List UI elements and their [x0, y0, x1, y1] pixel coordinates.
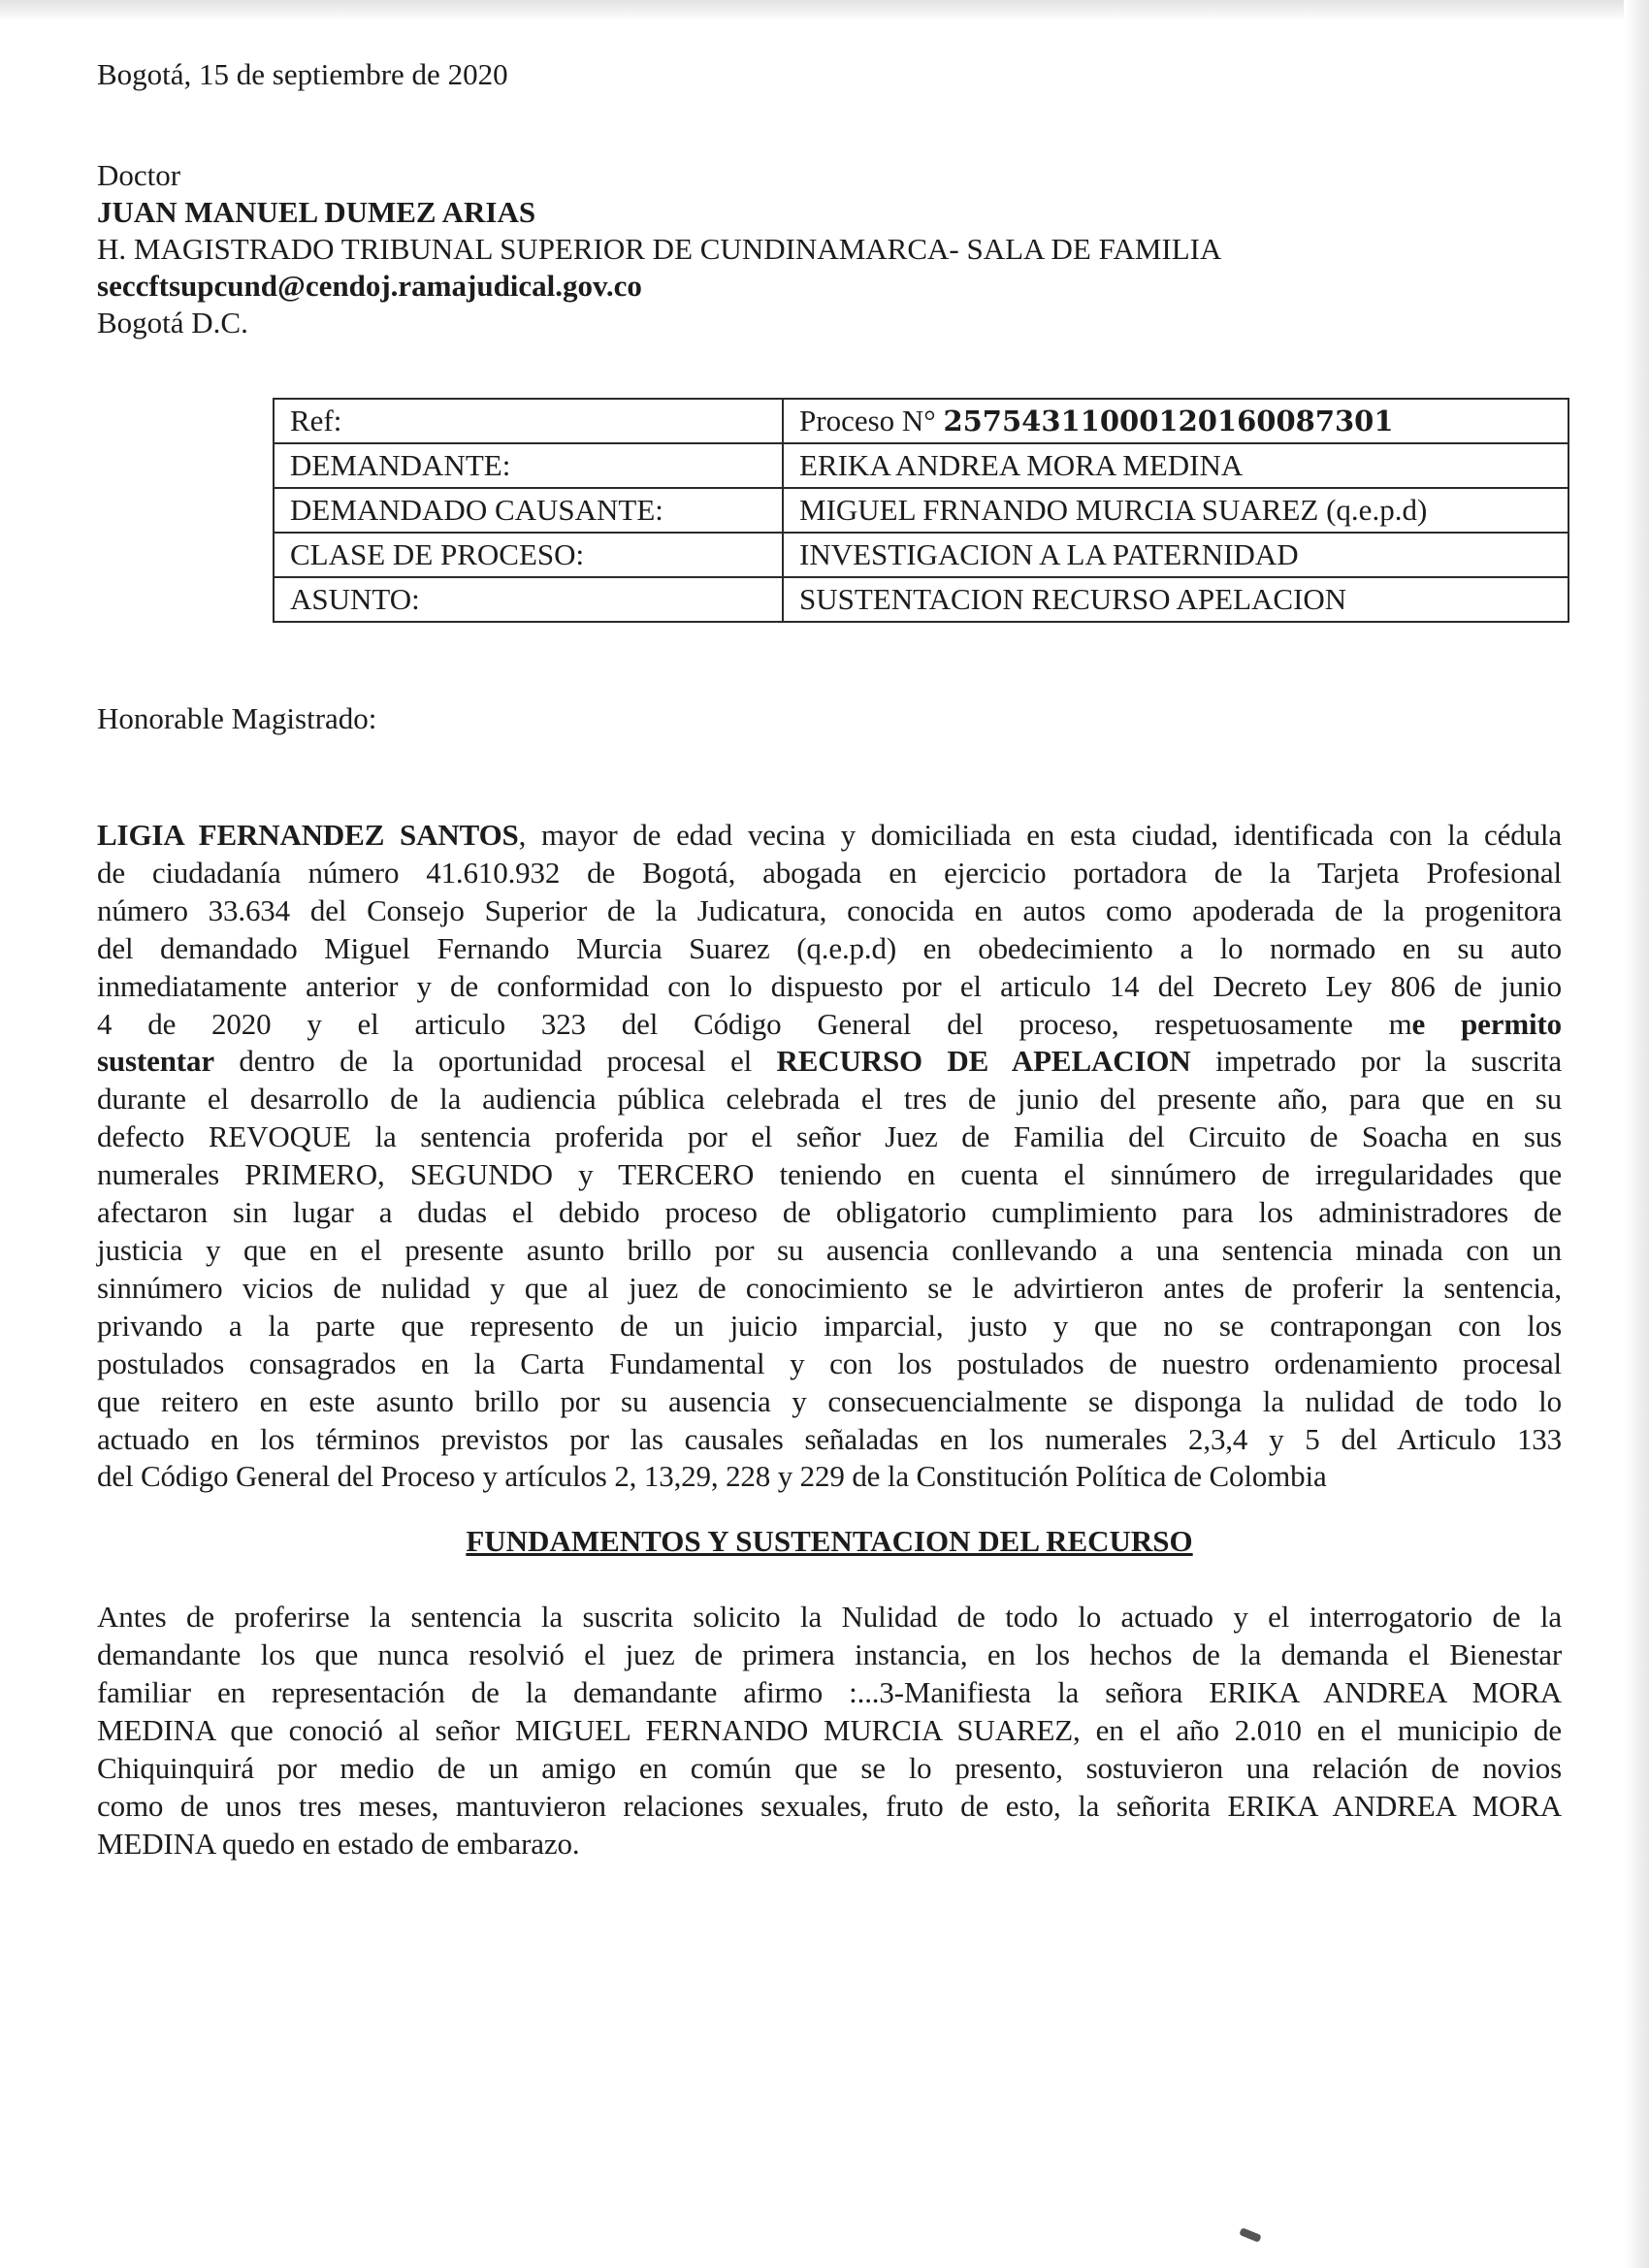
paragraph-line: inmediatamente anterior y de conformidad con lo dispuesto por el articulo 14 del Decreto Ley 806 de junio [97, 968, 1562, 1003]
paragraph-line: afectaron sin lugar a dudas el debido proceso de obligatorio cumplimiento para los administradores de [97, 1195, 1562, 1230]
text-span: impetrado por la suscrita [1190, 1044, 1562, 1079]
reference-label: CLASE DE PROCESO: [274, 533, 783, 577]
reference-row [274, 488, 1568, 533]
reference-value: ERIKA ANDREA MORA MEDINA [783, 443, 1568, 488]
recipient-position: H. MAGISTRADO TRIBUNAL SUPERIOR DE CUNDINAMARCA- SALA DE FAMILIA [97, 232, 1222, 266]
text-span: , mayor de edad vecina y domiciliada en esta ciudad, identificada con la cédula [518, 818, 1562, 852]
body-paragraph-2 [97, 1599, 1562, 1863]
paragraph-line: Antes de proferirse la sentencia la suscrita solicito la Nulidad de todo lo actuado y el interrogatorio de la [97, 1600, 1562, 1635]
recipient-email: seccftsupcund@cendoj.ramajudical.gov.co [97, 269, 642, 303]
reference-value: INVESTIGACION A LA PATERNIDAD [783, 533, 1568, 577]
recipient-block [97, 157, 1562, 341]
recipient-title: Doctor [97, 158, 181, 192]
text-span-bold: RECURSO DE APELACION [776, 1044, 1191, 1079]
paragraph-line: de ciudadanía número 41.610.932 de Bogotá, abogada en ejercicio portadora de la Tarjeta Profesional [97, 855, 1562, 890]
reference-row [274, 577, 1568, 622]
paragraph-line: MEDINA quedo en estado de embarazo. [97, 1826, 580, 1861]
reference-value: SUSTENTACION RECURSO APELACION [783, 577, 1568, 622]
paragraph-line: del demandado Miguel Fernando Murcia Suarez (q.e.p.d) en obedecimiento a lo normado en su auto [97, 930, 1562, 965]
paragraph-line: durante el desarrollo de la audiencia pública celebrada el tres de junio del presente año, para que en su [97, 1082, 1562, 1117]
process-prefix: Proceso N° [799, 404, 944, 437]
reference-table [273, 398, 1569, 623]
letter-page [97, 56, 1562, 1863]
scan-speck [1239, 2227, 1261, 2243]
paragraph-line: sinnúmero vicios de nulidad y que al juez de conocimiento se le advirtieron antes de proferir la sentencia, [97, 1270, 1562, 1305]
text-span-bold: e permito [1411, 1006, 1562, 1041]
paragraph-line: numerales PRIMERO, SEGUNDO y TERCERO teniendo en cuenta el sinnúmero de irregularidades que [97, 1157, 1562, 1192]
text-span: dentro de la oportunidad procesal el [213, 1044, 777, 1079]
section-title: FUNDAMENTOS Y SUSTENTACION DEL RECURSO [466, 1524, 1193, 1559]
paragraph-line: demandante los que nunca resolvió el juez de primera instancia, en los hechos de la demanda el Bienestar [97, 1637, 1562, 1672]
paragraph-line: del Código General del Proceso y artículos 2, 13,29, 228 y 229 de la Constitución Política de Colombia [97, 1459, 1327, 1494]
scan-edge-right [1624, 0, 1649, 2268]
scan-edge-top [0, 0, 1649, 21]
paragraph-line: privando a la parte que represento de un juicio imparcial, justo y que no se contrapongan con los [97, 1308, 1562, 1343]
paragraph-line: como de unos tres meses, mantuvieron relaciones sexuales, fruto de esto, la señorita ERIKA ANDREA MORA [97, 1788, 1562, 1823]
paragraph-line [97, 1043, 1562, 1081]
reference-value: MIGUEL FRNANDO MURCIA SUAREZ (q.e.p.d) [783, 488, 1568, 533]
reference-row [274, 399, 1568, 443]
recipient-name: JUAN MANUEL DUMEZ ARIAS [97, 195, 536, 229]
body-paragraph-1 [97, 817, 1562, 1496]
author-name: LIGIA FERNANDEZ SANTOS [97, 818, 519, 852]
recipient-city: Bogotá D.C. [97, 306, 248, 340]
paragraph-line [97, 817, 1562, 855]
paragraph-line [97, 1006, 1562, 1044]
paragraph-line: postulados consagrados en la Carta Fundamental y con los postulados de nuestro ordenamiento procesal [97, 1345, 1562, 1380]
paragraph-line: defecto REVOQUE la sentencia proferida por el señor Juez de Familia del Circuito de Soacha en sus [97, 1119, 1562, 1154]
reference-label: DEMANDANTE: [274, 443, 783, 488]
paragraph-line: número 33.634 del Consejo Superior de la Judicatura, conocida en autos como apoderada de la progenitora [97, 892, 1562, 927]
text-span: 4 de 2020 y el articulo 323 del Código General del proceso, respetuosamente m [97, 1006, 1412, 1041]
reference-label: DEMANDADO CAUSANTE: [274, 488, 783, 533]
process-number: 25754311000120160087301 [943, 405, 1394, 437]
paragraph-line: justicia y que en el presente asunto brillo por su ausencia conllevando a una sentencia minada con un [97, 1232, 1562, 1267]
salutation: Honorable Magistrado: [97, 701, 377, 735]
reference-label: Ref: [274, 399, 783, 443]
process-number-cell [783, 399, 1568, 443]
reference-row [274, 443, 1568, 488]
reference-label: ASUNTO: [274, 577, 783, 622]
reference-row [274, 533, 1568, 577]
paragraph-line: Chiquinquirá por medio de un amigo en común que se lo presento, sostuvieron una relación de novios [97, 1750, 1562, 1785]
paragraph-line: que reitero en este asunto brillo por su ausencia y consecuencialmente se disponga la nulidad de todo lo [97, 1383, 1562, 1418]
text-span-bold: sustentar [97, 1044, 214, 1079]
paragraph-line: MEDINA que conoció al señor MIGUEL FERNANDO MURCIA SUAREZ, en el año 2.010 en el municipio de [97, 1713, 1562, 1748]
letter-date: Bogotá, 15 de septiembre de 2020 [97, 57, 508, 91]
paragraph-line: familiar en representación de la demandante afirmo :...3-Manifiesta la señora ERIKA ANDREA MORA [97, 1675, 1562, 1710]
paragraph-line: actuado en los términos previstos por las causales señaladas en los numerales 2,3,4 y 5 del Articulo 133 [97, 1421, 1562, 1456]
